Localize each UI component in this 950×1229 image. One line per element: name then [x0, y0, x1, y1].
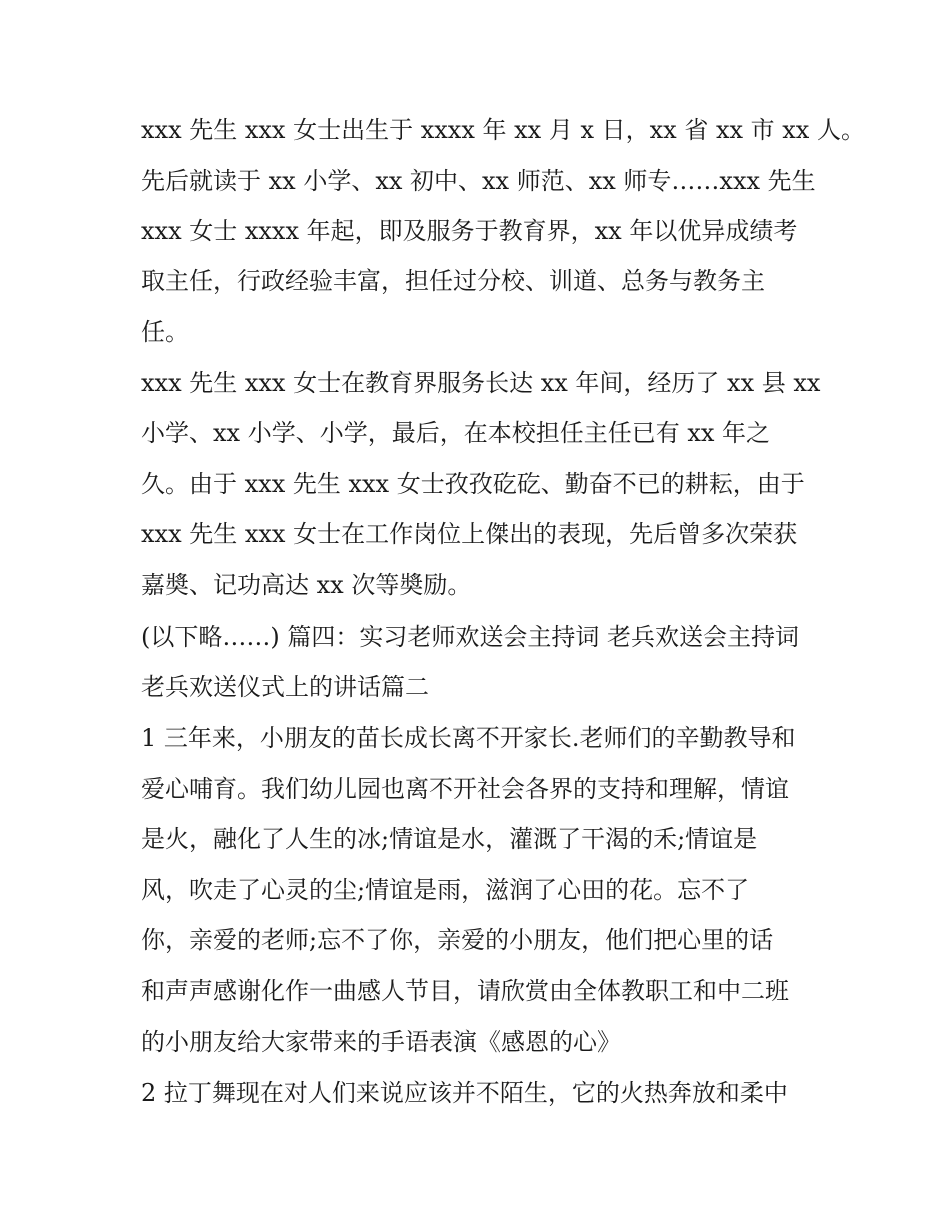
text-line: xxx 先生 xxx 女士在教育界服务长达 xx 年间，经历了 xx 县 xx [141, 369, 821, 397]
text-line: 你，亲爱的老师;忘不了你，亲爱的小朋友，他们把心里的话 [141, 926, 774, 954]
text-line: 嘉奬、记功高达 xx 次等奬励。 [141, 571, 472, 599]
text-line: 2 拉丁舞现在对人们来说应该并不陌生，它的火热奔放和柔中 [141, 1079, 788, 1107]
text-line: xxx 先生 xxx 女士出生于 xxxx 年 xx 月 x 日，xx 省 xx 市 xx 人。 [141, 116, 865, 144]
text-line: (以下略……) 篇四：实习老师欢送会主持词 老兵欢送会主持词 [141, 623, 799, 651]
text-line: xxx 女士 xxxx 年起，即及服务于教育界，xx 年以优异成绩考 [141, 217, 798, 245]
text-line: 小学、xx 小学、小学，最后，在本校担任主任已有 xx 年之 [141, 419, 771, 447]
text-line: 任。 [141, 318, 189, 346]
text-line: 爱心哺育。我们幼儿园也离不开社会各界的支持和理解，情谊 [141, 775, 789, 803]
text-line: 风，吹走了心灵的尘;情谊是雨，滋润了心田的花。忘不了 [141, 876, 750, 904]
text-line: 1 三年来，小朋友的苗长成长离不开家长.老师们的辛勤教导和 [141, 724, 796, 752]
text-line: 是火，融化了人生的冰;情谊是水，灌溉了干渴的禾;情谊是 [141, 825, 758, 853]
text-line: xxx 先生 xxx 女士在工作岗位上傑出的表现，先后曾多次荣获 [141, 520, 798, 548]
text-line: 和声声感谢化作一曲感人节目，请欣赏由全体教职工和中二班 [141, 977, 789, 1005]
text-line: 的小朋友给大家带来的手语表演《感恩的心》 [141, 1028, 621, 1056]
text-line: 先后就读于 xx 小学、xx 初中、xx 师范、xx 师专……xxx 先生 [141, 167, 816, 195]
text-line: 久。由于 xxx 先生 xxx 女士孜孜矻矻、勤奋不已的耕耘，由于 [141, 470, 805, 498]
text-line: 老兵欢送仪式上的讲话篇二 [141, 673, 429, 701]
text-line: 取主任，行政经验丰富，担任过分校、训道、总务与教务主 [141, 267, 765, 295]
